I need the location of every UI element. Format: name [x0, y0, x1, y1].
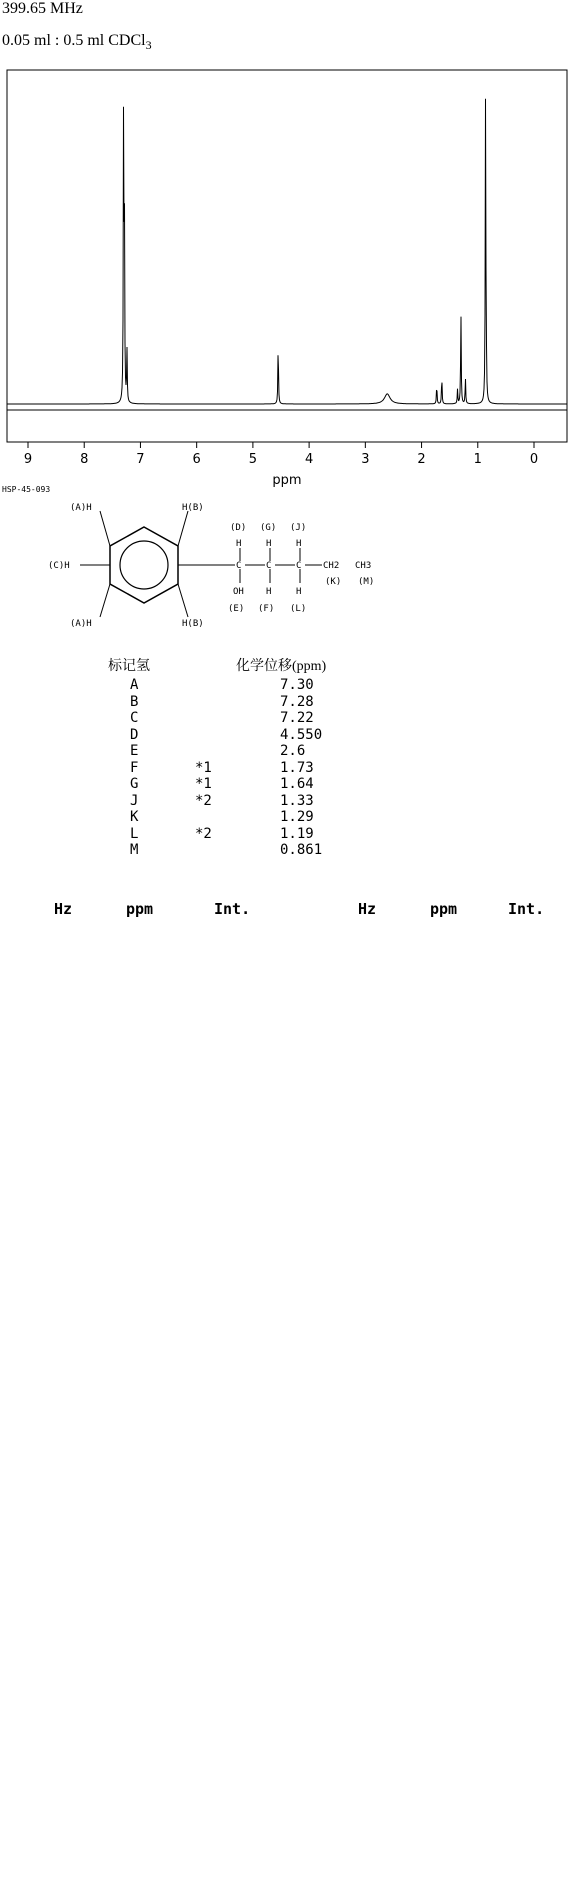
- x-tick-label: 1: [473, 452, 482, 467]
- right-header-int: Int.: [508, 900, 545, 918]
- x-tick-label: 2: [417, 452, 426, 467]
- shift-value: 7.30: [280, 677, 314, 693]
- right-header-ppm: ppm: [430, 900, 458, 918]
- shift-label: F: [130, 759, 139, 776]
- label-l: (L): [290, 604, 307, 614]
- label-a-top: (A)H: [70, 503, 92, 513]
- x-axis-ticks: [24, 442, 538, 467]
- shift-label: L: [130, 825, 139, 842]
- shift-value: 1.33: [280, 792, 314, 809]
- bond-b-top: [178, 511, 188, 546]
- solvent-subscript: 3: [145, 38, 152, 53]
- label-ch2: CH2: [323, 561, 340, 571]
- solvent-text: 0.05 ml : 0.5 ml CDCl: [2, 32, 146, 49]
- label-j: (J): [290, 523, 307, 533]
- label-k: (K): [325, 577, 342, 587]
- shift-note: *1: [195, 776, 212, 792]
- shift-label: G: [130, 776, 139, 792]
- shift-label: K: [130, 809, 139, 825]
- shift-value: 4.550: [280, 726, 323, 743]
- bond-a-top: [100, 511, 110, 546]
- shift-label: J: [130, 792, 139, 809]
- spectrum-code: HSP-45-093: [2, 485, 51, 494]
- left-header-ppm: ppm: [126, 900, 154, 918]
- h-f: H: [266, 587, 272, 597]
- label-ch3: CH3: [355, 561, 372, 571]
- c-d: C: [236, 561, 242, 571]
- x-tick-label: 0: [529, 452, 539, 467]
- right-header-hz: Hz: [358, 900, 377, 918]
- label-d: (D): [230, 523, 247, 533]
- shift-header-value: 化学位移(ppm): [236, 659, 327, 674]
- h-g: H: [266, 539, 272, 549]
- h-l: H: [296, 587, 302, 597]
- shift-note: *2: [195, 825, 212, 842]
- shift-label: C: [130, 710, 139, 726]
- shift-label: B: [130, 693, 139, 710]
- shift-label: E: [130, 743, 139, 759]
- x-axis-label: ppm: [272, 473, 302, 488]
- bond-a-bottom: [100, 584, 110, 617]
- label-b-top: H(B): [182, 503, 204, 513]
- left-header-int: Int.: [214, 900, 251, 918]
- label-c: (C)H: [48, 561, 70, 571]
- shift-header-label: 标记氢: [108, 659, 150, 674]
- x-tick-label: 7: [136, 452, 145, 467]
- h-d: H: [236, 539, 242, 549]
- shift-value: 0.861: [280, 842, 323, 858]
- shift-value: 2.6: [280, 743, 306, 759]
- shift-value: 7.22: [280, 710, 314, 726]
- bond-b-bottom: [178, 584, 188, 617]
- c-j: C: [296, 561, 302, 571]
- label-b-bottom: H(B): [182, 619, 204, 629]
- x-tick-label: 5: [248, 452, 258, 467]
- molecule-structure: [40, 497, 420, 647]
- solvent-ratio: [2, 32, 152, 53]
- shift-value: 1.64: [280, 776, 314, 792]
- shift-label: M: [130, 842, 139, 858]
- shift-value: 1.29: [280, 809, 314, 825]
- spectrum-trace: [7, 99, 567, 404]
- x-tick-label: 8: [80, 452, 89, 467]
- label-oh: OH: [233, 587, 244, 597]
- shift-label: A: [130, 677, 139, 693]
- label-a-bottom: (A)H: [70, 619, 92, 629]
- nmr-spectrum-chart: [0, 68, 570, 488]
- plot-frame: [7, 70, 567, 442]
- shift-value: 1.19: [280, 825, 314, 842]
- x-tick-label: 9: [23, 452, 33, 467]
- shift-note: *1: [195, 759, 212, 776]
- aromatic-circle: [120, 541, 168, 589]
- left-header-hz: Hz: [54, 900, 73, 918]
- shift-note: *2: [195, 792, 212, 809]
- shift-label: D: [130, 726, 139, 743]
- label-m: (M): [358, 577, 375, 587]
- x-tick-label: 3: [361, 452, 370, 467]
- spectrometer-frequency: 399.65 MHz: [2, 0, 83, 17]
- label-f: (F): [258, 604, 275, 614]
- c-g: C: [266, 561, 272, 571]
- label-e: (E): [228, 604, 245, 614]
- x-tick-label: 6: [192, 452, 201, 467]
- h-j: H: [296, 539, 302, 549]
- x-tick-label: 4: [304, 452, 314, 467]
- shift-value: 1.73: [280, 759, 314, 776]
- shift-value: 7.28: [280, 693, 314, 710]
- label-g: (G): [260, 523, 277, 533]
